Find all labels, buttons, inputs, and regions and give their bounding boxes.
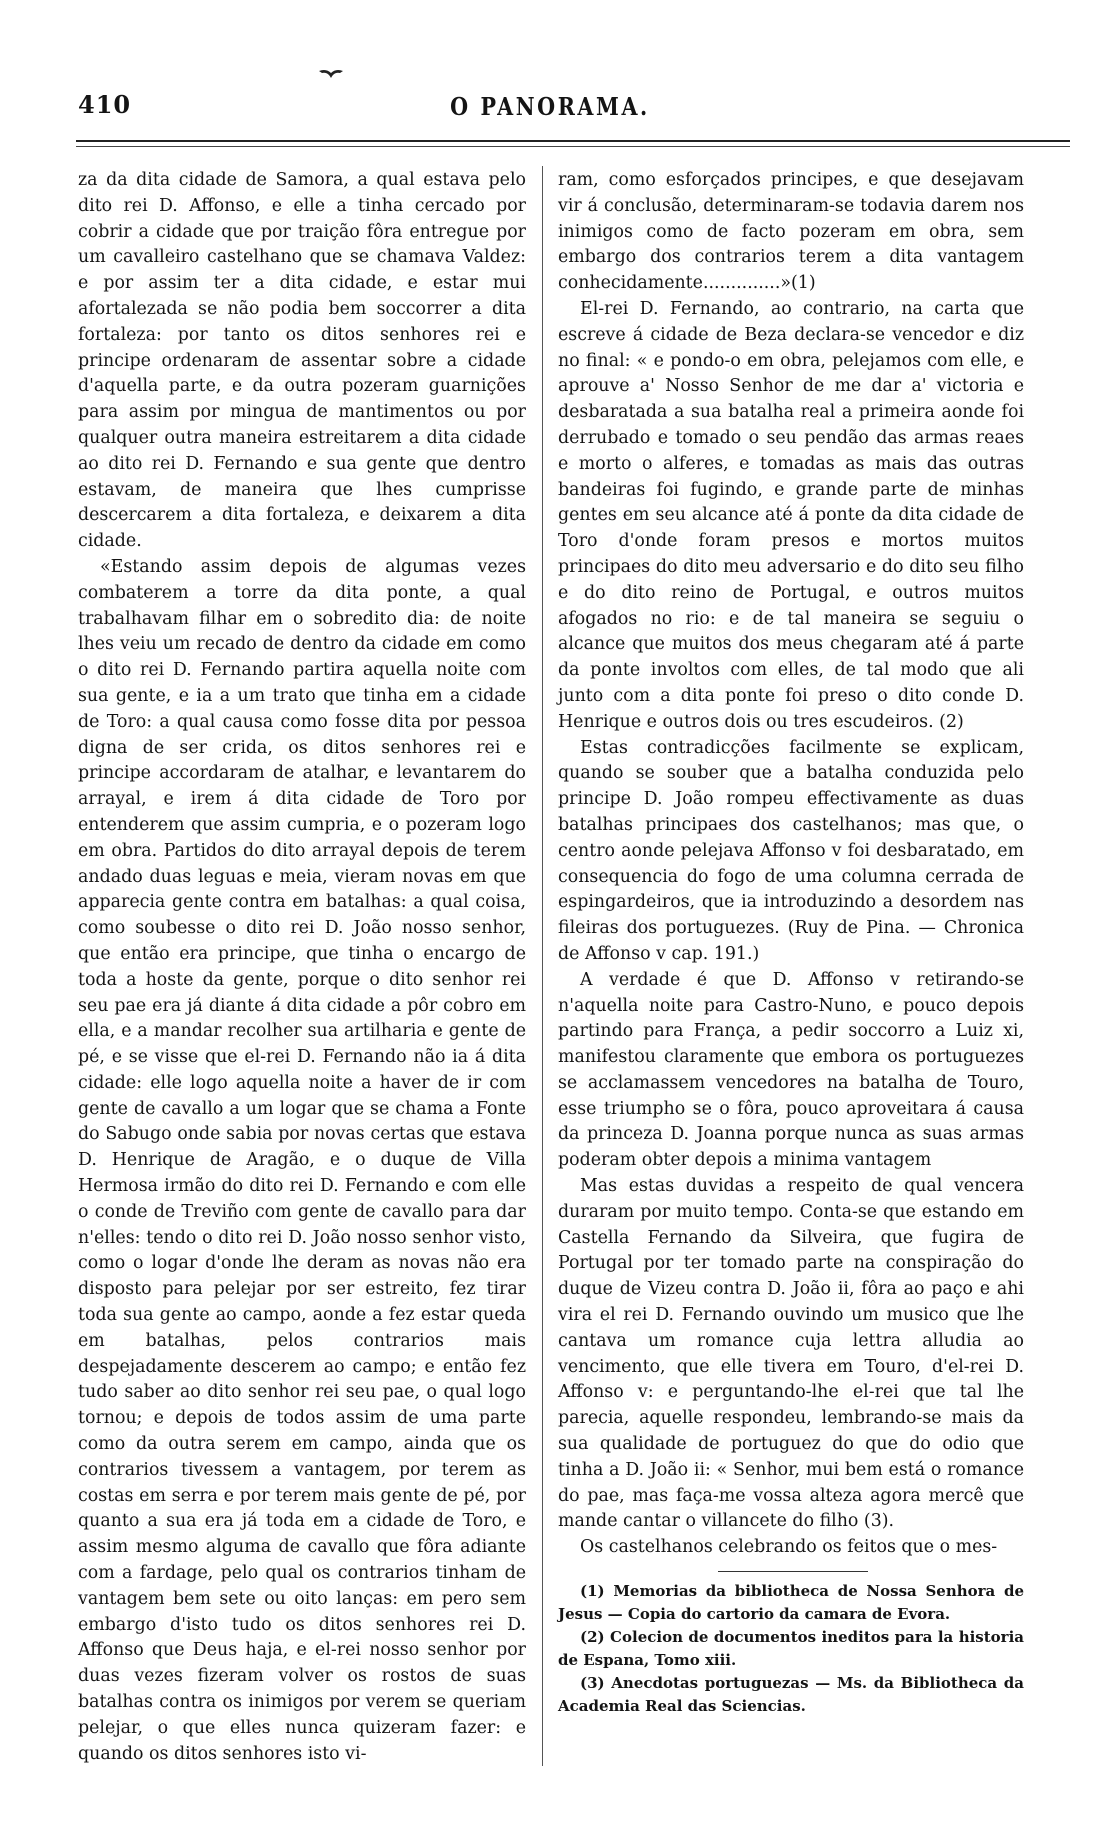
right-paragraph-4: A verdade é que D. Affonso v retirando-se n'aquella noite para Castro-Nuno, e pouco depois partindo para França, a pedir soccorro a Luiz xi, manifestou claramente que embora os portuguezes se acclamassem vencedores na batalha de Touro, esse triumpho se o fôra, pouco aproveitara á causa da princeza D. Joanna porque nunca as suas armas poderam obter depois a minima vantagem: [558, 969, 1024, 1171]
right-paragraph-5: Mas estas duvidas a respeito de qual vencera duraram por muito tempo. Conta-se que estando em Castella Fernando da Silveira, que fugira de Portugal por ter tomado parte na conspiração do duque de Vizeu contra D. João ii, fôra ao paço e ahi vira el rei D. Fernando ouvindo um musico que lhe cantava um romance cuja lettra alludia ao vencimento, que elle tivera em Touro, d'el-rei D. Affonso v: e perguntando-lhe el-rei que tal lhe parecia, aquelle respondeu, lembrando-se mais da sua qualidade de portuguez do que do odio que tinha a D. João ii: « Senhor, mui bem está o romance do pae, mas faça-me vossa alteza agora mercê que mande cantar o villancete do filho (3).: [558, 1176, 1024, 1532]
running-title: O PANORAMA.: [450, 92, 650, 121]
column-divider: [542, 166, 543, 1766]
footnote-1: (1) Memorias da bibliotheca de Nossa Senhora de Jesus — Copia do cartorio da camara de Evora.: [558, 1582, 1024, 1624]
left-column: [78, 168, 526, 1767]
printer-ornament-icon: [318, 66, 344, 80]
right-paragraph-6: Os castelhanos celebrando os feitos que o mes-: [580, 1537, 998, 1558]
page-number: 410: [78, 90, 132, 119]
header-rule: [76, 140, 1070, 147]
footnotes-rule: [718, 1571, 868, 1572]
right-paragraph-1: ram, como esforçados principes, e que desejavam vir á conclusão, determinaram-se todavia darem nos inimigos como de facto pozeram em obra, sem embargo dos contrarios terem a dita vantagem conhecidamente..............»(1): [558, 170, 1024, 294]
right-column: [558, 168, 1024, 1718]
footnote-3: (3) Anecdotas portuguezas — Ms. da Bibliotheca da Academia Real das Sciencias.: [558, 1674, 1024, 1716]
footnotes: [558, 1580, 1024, 1718]
left-paragraph-1: za da dita cidade de Samora, a qual estava pelo dito rei D. Affonso, e elle a tinha cercado por cobrir a cidade que por traição fôra entregue por um cavalleiro castelhano que se chamava Valdez: e por assim ter a dita cidade, e estar mui afortalezada se não podia bem soccorrer a dita fortaleza: por tanto os ditos senhores rei e principe ordenaram de assentar sobre a cidade d'aquella parte, e da outra pozeram guarnições para assim por mingua de mantimentos ou por qualquer outra maneira estreitarem a dita cidade ao dito rei D. Fernando e sua gente que dentro estavam, de maneira que lhes cumprisse descercarem a dita fortaleza, e deixarem a dita cidade.: [78, 170, 526, 552]
right-paragraph-3: Estas contradicções facilmente se explicam, quando se souber que a batalha conduzida pelo principe D. João rompeu effectivamente as duas batalhas principaes dos castelhanos; mas que, o centro aonde pelejava Affonso v foi desbaratado, em consequencia do fogo de uma columna cerrada de espingardeiros, que ia introduzindo a desordem nas fileiras dos portuguezes. (Ruy de Pina. — Chronica de Affonso v cap. 191.): [558, 737, 1024, 964]
footnote-2: (2) Colecion de documentos ineditos para la historia de Espana, Tomo xiii.: [558, 1628, 1024, 1670]
left-paragraph-2: «Estando assim depois de algumas vezes combaterem a torre da dita ponte, a qual trabalhavam filhar em o sobredito dia: de noite lhes veiu um recado de dentro da cidade em como o dito rei D. Fernando partira aquella noite com sua gente, e ia a um trato que tinha em a cidade de Toro: a qual causa como fosse dita por pessoa digna de ser crida, os ditos senhores rei e principe accordaram de atalhar, e levantarem do arrayal, e irem á dita cidade de Toro por entenderem que assim cumpria, e o pozeram logo em obra. Partidos do dito arrayal depois de terem andado duas leguas e meia, vieram novas em que apparecia gente contra em batalhas: a qual coisa, como soubesse o dito rei D. João nosso senhor, que então era principe, que tinha o encargo de toda a hoste da gente, porque o dito senhor rei seu pae era já diante á dita cidade a pôr cobro em ella, e a mandar recolher sua artilharia e gente de pé, e se visse que el-rei D. Fernando não ia á dita cidade: elle logo aquella noite a haver de ir com gente de cavallo a um logar que se chama a Fonte do Sabugo onde sabia por novas certas que estava D. Henrique de Aragão, e o duque de Villa Hermosa irmão do dito rei D. Fernando e com elle o conde de Treviño com gente de cavallo para dar n'elles: tendo o dito rei D. João nosso senhor visto, como o logar d'onde lhe deram as novas não era disposto para pelejar por ser estreito, fez tirar toda sua gente ao campo, aonde a fez estar queda em batalhas, pelos contrarios mais despejadamente descerem ao campo; e então fez tudo saber ao dito senhor rei seu pae, o qual logo tornou; e depois de todos assim de uma parte como da outra serem em campo, ainda que os contrarios tivessem a vantagem, por terem as costas em serra e por terem mais gente de pé, por quanto a sua era já toda em a cidade de Toro, e assim mesmo alguma de cavallo que fôra adiante com a fardage, pelo qual os contrarios tinham de vantagem bem sete ou oito lanças: em pero sem embargo d'isto tudo os ditos senhores rei D. Affonso que Deus haja, e el-rei nosso senhor por duas vezes fizeram volver os rostos de suas batalhas contra os inimigos por verem se queriam pelejar, o que elles nunca quizeram fazer: e quando os ditos senhores isto vi-: [78, 556, 526, 1764]
right-paragraph-2: El-rei D. Fernando, ao contrario, na carta que escreve á cidade de Beza declara-se vencedor e diz no final: « e pondo-o em obra, pelejamos com elle, e aprouve a' Nosso Senhor de me dar a' victoria e desbaratada a sua batalha real a primeira aonde foi derrubado e tomado o seu pendão das armas reaes e morto o alferes, e tomadas as mais das outras bandeiras foi fugindo, e grande parte de minhas gentes em seu alcance até á ponte da dita cidade de Toro d'onde foram presos e mortos muitos principaes do dito meu adversario e do dito seu filho e do dito reino de Portugal, e outros muitos afogados no rio: e de tal maneira se seguiu o alcance que muitos dos meus chegaram até á parte da ponte involtos com elles, de tal modo que ali junto com a dita ponte foi preso o dito conde D. Henrique e outros dois ou tres escudeiros. (2): [558, 298, 1024, 732]
